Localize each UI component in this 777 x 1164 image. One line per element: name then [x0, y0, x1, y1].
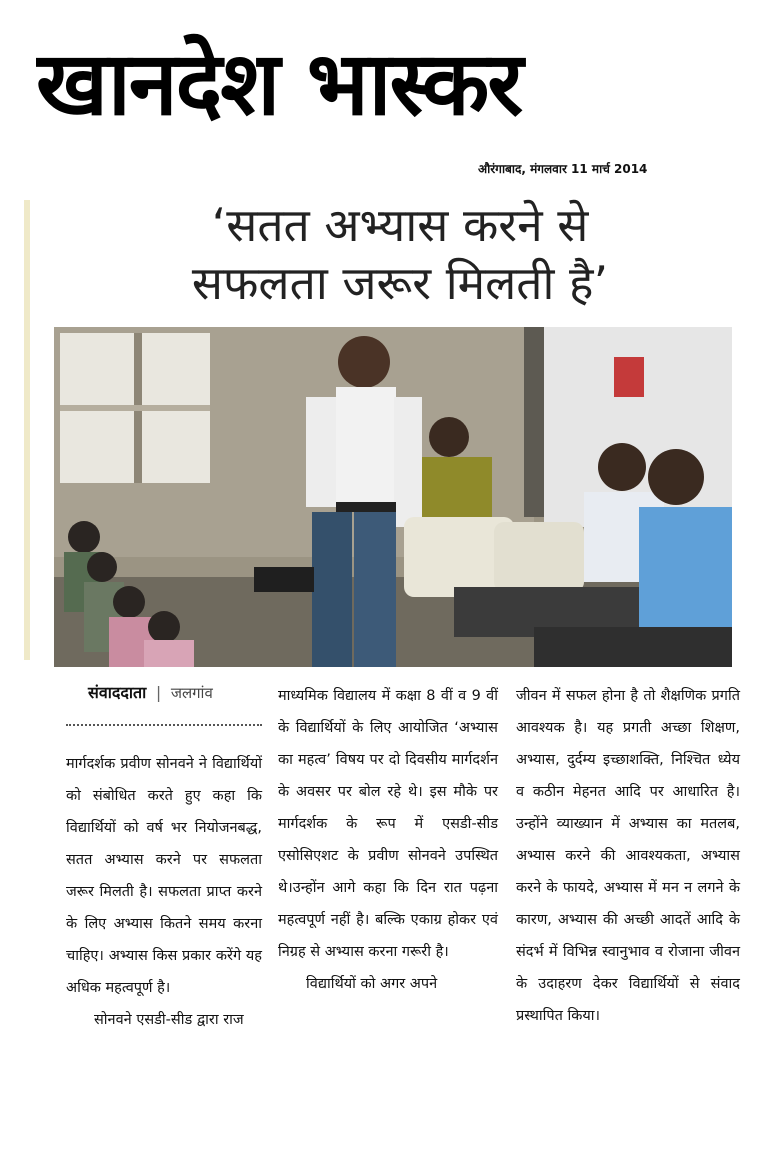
byline-author: संवाददाता	[88, 683, 147, 702]
newspaper-masthead: खानदेश भास्कर	[36, 32, 522, 135]
headline-line-2: सफलता जरूर मिलती है’	[191, 256, 609, 310]
dateline: औरंगाबाद, मंगलवार 11 मार्च 2014	[478, 162, 648, 176]
column-3-paragraph-1: जीवन में सफल होना है तो शैक्षणिक प्रगति आवश्यक है। यह प्रगती अच्छा शिक्षण, अभ्यास, दुर्दम्य इच्छाशक्ति, निश्चित ध्येय व कठीन मेहनत आदि पर आधारित है। उन्होंने व्याख्यान में अभ्यास का मतलब, अभ्यास करने की आवश्यकता, अभ्यास करने के फायदे, अभ्यास में मन न लगने के कारण, अभ्यास की अच्छी आदतें आदि के संदर्भ में विभिन्न स्वानुभाव व रोजाना जीवन के उदाहरण देकर विद्यार्थियों से संवाद प्रस्थापित किया।	[516, 688, 740, 1024]
dotted-rule	[66, 724, 262, 726]
byline-location: जलगांव	[170, 684, 213, 702]
article-column-2	[278, 680, 498, 1000]
column-2-paragraph-1: माध्यमिक विद्यालय में कक्षा 8 वीं व 9 वीं के विद्यार्थियों के लिए आयोजित ‘अभ्यास का महत्व’ विषय पर दो दिवसीय मार्गदर्शन के अवसर पर बोल रहे थे। इस मौके पर मार्गदर्शक के रूप में एसडी-सीड एसोसिएशट के प्रवीण सोनवने उपस्थित थे।उन्होंन आगे कहा कि दिन रात पढ़ना महत्वपूर्ण नहीं है। बल्कि एकाग्र होकर एवं निग्रह से अभ्यास करना गरूरी है।	[278, 688, 498, 960]
article-column-1	[66, 748, 262, 1036]
column-1-paragraph-1: मार्गदर्शक प्रवीण सोनवने ने विद्यार्थियों को संबोधित करते हुए कहा कि विद्यार्थियों को वर्ष भर नियोजनबद्ध, सतत अभ्यास करने पर सफलता जरूर मिलती है। सफलता प्राप्त करने के लिए अभ्यास कितने समय करना चाहिए। अभ्यास किस प्रकार करेंगे यह अधिक महत्वपूर्ण है।	[66, 756, 262, 996]
article-column-3	[516, 680, 740, 1032]
byline	[88, 681, 213, 703]
column-2-paragraph-2: विद्यार्थियों को अगर अपने	[306, 976, 438, 992]
classroom-photo	[54, 327, 732, 667]
decorative-bar	[24, 200, 30, 660]
headline-line-1: ‘सतत अभ्यास करने से	[211, 198, 589, 252]
column-1-paragraph-2: सोनवने एसडी-सीड द्वारा राज	[94, 1012, 244, 1028]
article-headline	[120, 196, 680, 312]
byline-separator: |	[155, 683, 162, 702]
